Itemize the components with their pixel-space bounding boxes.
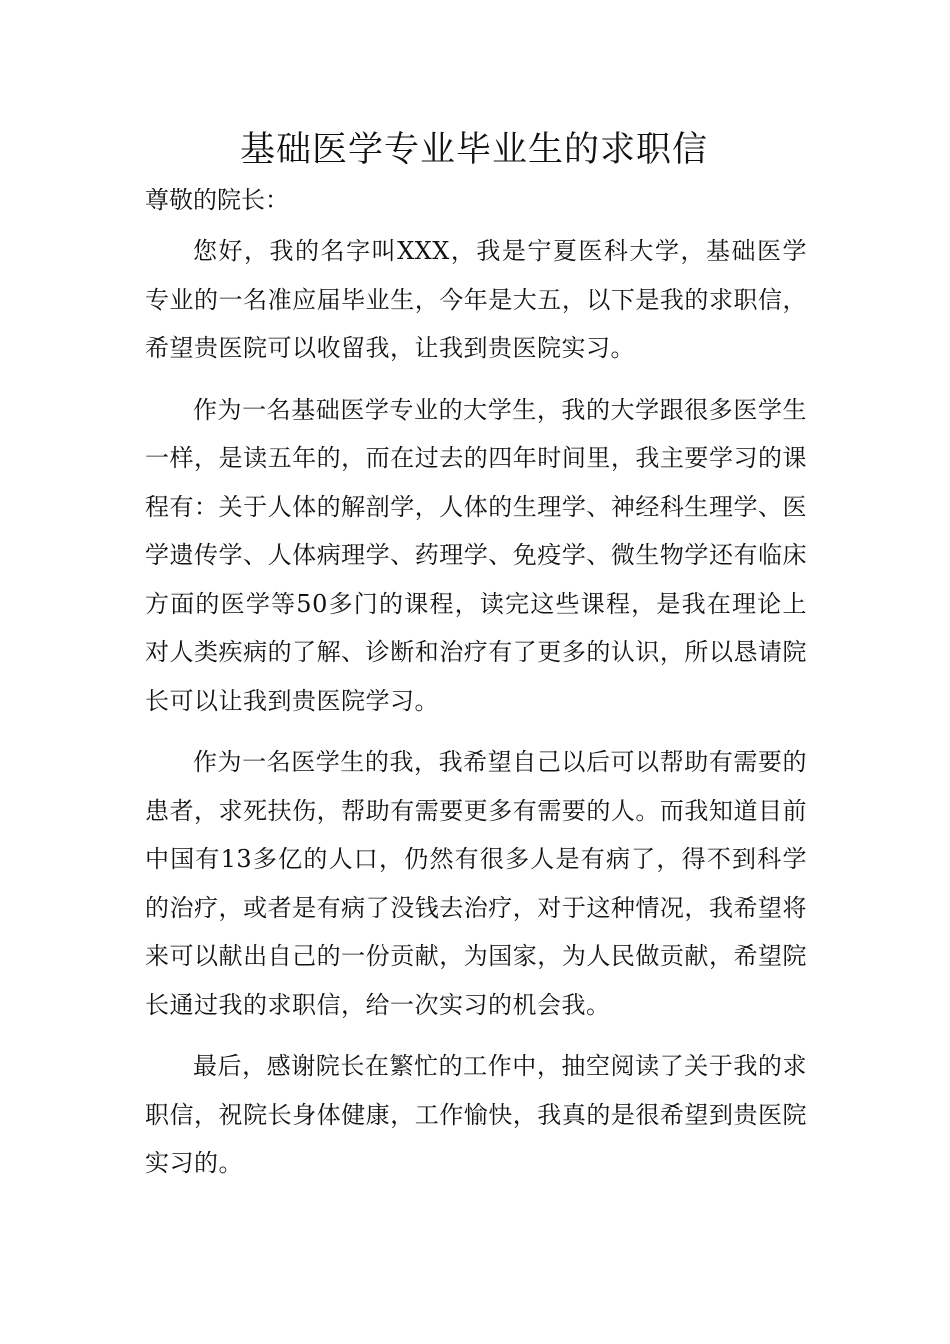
letter-title: 基础医学专业毕业生的求职信 (239, 130, 708, 170)
body-paragraph-closing: 最后，感谢院长在繁忙的工作中，抽空阅读了关于我的求职信，祝院长身体健康，工作愉快，我真的是很希望到贵医院实习的。 (145, 1052, 807, 1177)
body-paragraph-education: 作为一名基础医学专业的大学生，我的大学跟很多医学生一样，是读五年的，而在过去的四年时间里，我主要学习的课程有：关于人体的解剖学，人体的生理学、神经科生理学、医学遗传学、人体病理学、药理学、免疫学、微生物学还有临床方面的医学等50多门的课程，读完这些课程，是我在理论上对人类疾病的了解、诊断和治疗有了更多的认识，所以恳请院长可以让我到贵医院学习。 (145, 395, 807, 715)
body-paragraph-greeting: 您好，我的名字叫XXX，我是宁夏医科大学，基础医学专业的一名准应届毕业生，今年是大五，以下是我的求职信，希望贵医院可以收留我，让我到贵医院实习。 (145, 237, 807, 362)
body-paragraph-motivation: 作为一名医学生的我，我希望自己以后可以帮助有需要的患者，求死扶伤，帮助有需要更多有需要的人。而我知道目前中国有13多亿的人口，仍然有很多人是有病了，得不到科学的治疗，或者是有病了没钱去治疗，对于这种情况，我希望将来可以献出自己的一份贡献，为国家，为人民做贡献，希望院长通过我的求职信，给一次实习的机会我。 (145, 748, 807, 1019)
letter-salutation: 尊敬的院长： (145, 186, 289, 214)
letter-page (145, 128, 807, 1188)
